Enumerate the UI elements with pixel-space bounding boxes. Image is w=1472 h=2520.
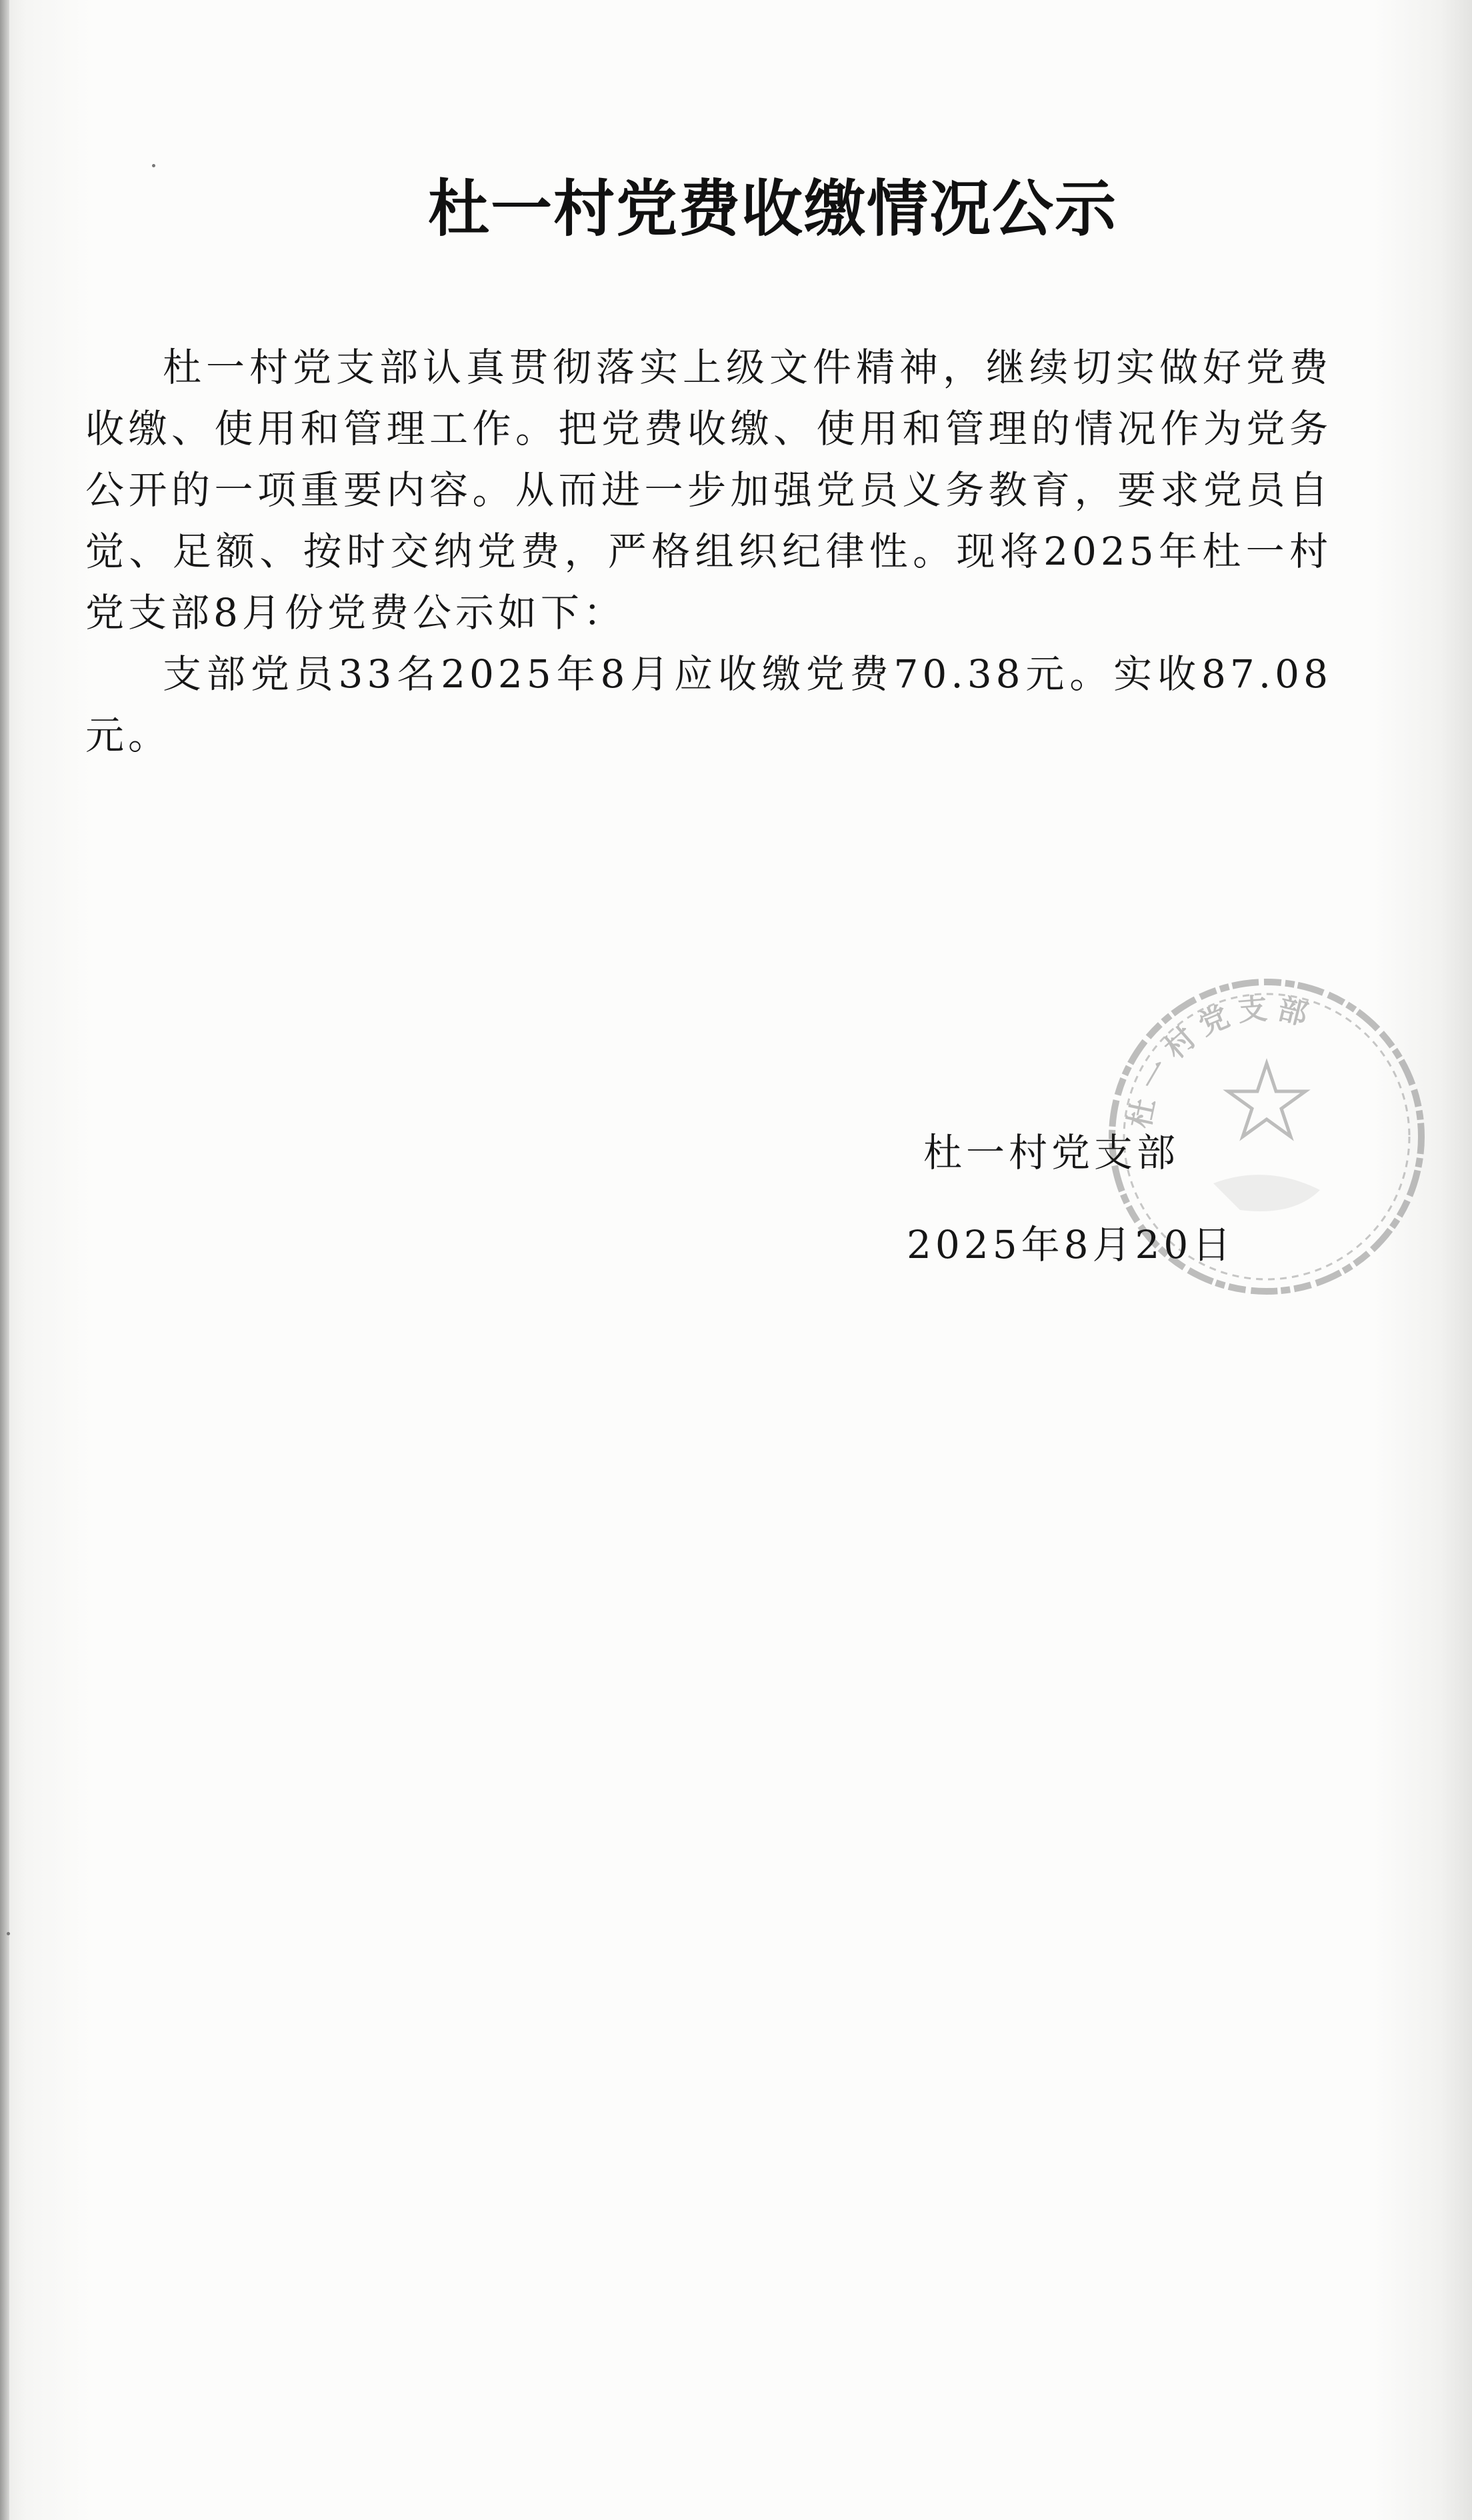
paper-edge-shadow (0, 0, 9, 2520)
signature-org: 杜一村党支部 (923, 1130, 1180, 1175)
paragraph-dues-summary: 支部党员33名2025年8月应收缴党费70.38元。实收87.08元。 (85, 651, 1332, 758)
seal-star-icon (1228, 1063, 1305, 1137)
paper-speck (152, 164, 155, 167)
seal-smudge (1213, 1175, 1320, 1211)
signature-date: 2025年8月20日 (907, 1222, 1235, 1267)
document-title: 杜一村党费收缴情况公示 (427, 173, 1117, 245)
document-body (85, 337, 1332, 766)
seal-arc-text: 杜一村党支部 (1122, 991, 1319, 1131)
paper-speck (7, 1932, 10, 1935)
paragraph-intro: 杜一村党支部认真贯彻落实上级文件精神，继续切实做好党费收缴、使用和管理工作。把党费收缴、使用和管理的情况作为党务公开的一项重要内容。从而进一步加强党员义务教育，要求党员自觉、足额、按时交纳党费，严格组织纪律性。现将2025年杜一村党支部8月份党费公示如下： (85, 345, 1332, 635)
